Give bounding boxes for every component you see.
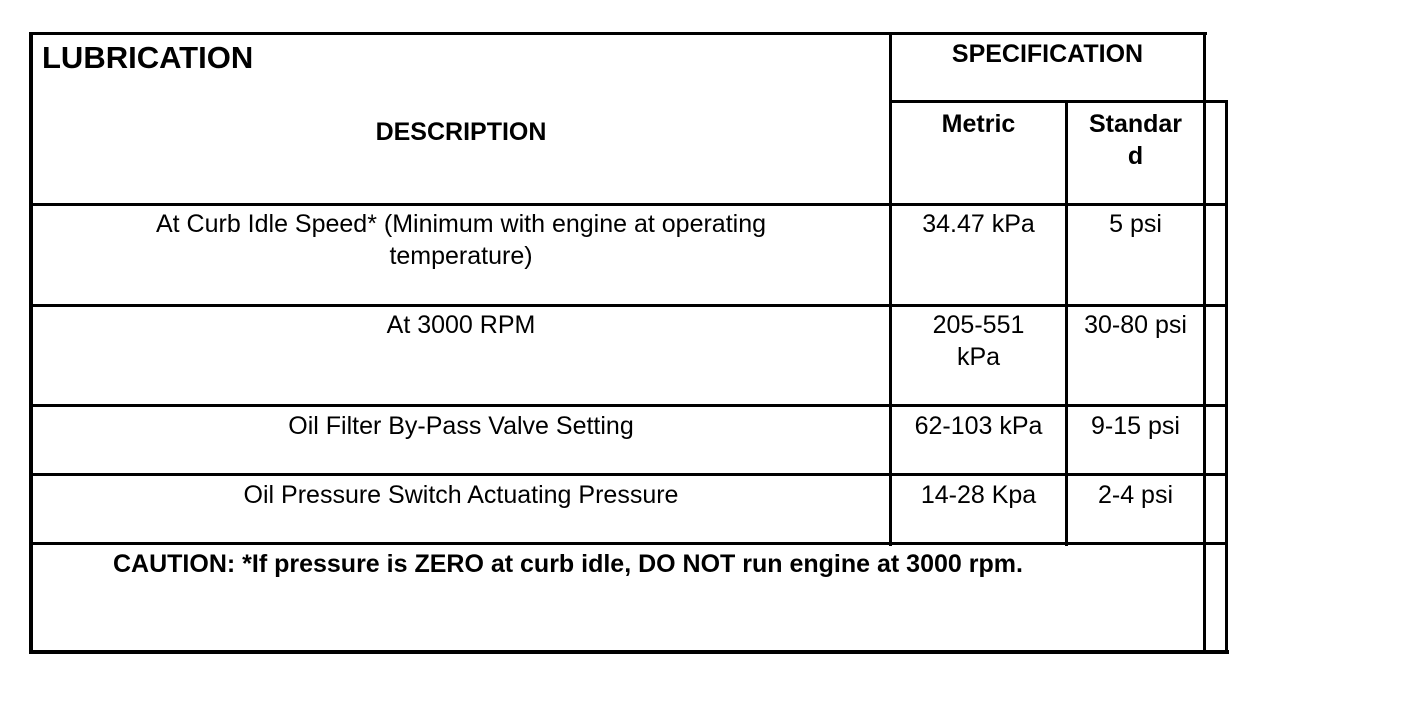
standard-header — [1068, 108, 1203, 172]
row-2-metric-line1: 205-551 — [932, 311, 1025, 339]
specification-header: SPECIFICATION — [951, 40, 1144, 68]
row-4-metric: 14-28 Kpa — [920, 481, 1037, 509]
standard-header-line1: Standar — [1088, 110, 1183, 138]
row-1-description — [33, 208, 889, 272]
row-3-standard: 9-15 psi — [1091, 412, 1180, 440]
row-1-description-line2: temperature) — [389, 242, 533, 270]
description-header: DESCRIPTION — [375, 118, 547, 146]
row-2-metric — [892, 309, 1065, 373]
row-2-standard: 30-80 psi — [1084, 311, 1187, 339]
row-4-description: Oil Pressure Switch Actuating Pressure — [243, 481, 679, 509]
row-2-description: At 3000 RPM — [386, 311, 536, 339]
row-4-standard: 2-4 psi — [1097, 481, 1174, 509]
row-1-standard: 5 psi — [1109, 210, 1162, 238]
row-1-metric-line1: 34.47 kPa — [922, 210, 1035, 238]
table-border-top — [29, 32, 1207, 35]
row-2-metric-line2: kPa — [956, 343, 1001, 371]
metric-header: Metric — [941, 110, 1016, 138]
caution-note: CAUTION: *If pressure is ZERO at curb idle, DO NOT run engine at 3000 rpm. — [113, 550, 1023, 578]
row-1-metric — [892, 208, 1065, 240]
row-divider-1 — [29, 203, 1228, 206]
section-title: LUBRICATION — [42, 40, 254, 75]
table-border-bottom — [29, 650, 1229, 654]
row-divider-3 — [29, 404, 1228, 407]
standard-header-line2: d — [1127, 142, 1144, 170]
row-divider-4 — [29, 473, 1228, 476]
row-3-metric: 62-103 kPa — [914, 412, 1043, 440]
spec-header-divider — [889, 100, 1228, 103]
row-3-description: Oil Filter By-Pass Valve Setting — [288, 412, 634, 440]
row-divider-2 — [29, 304, 1228, 307]
row-1-description-line1: At Curb Idle Speed* (Minimum with engine at operating — [155, 210, 767, 238]
spec-border-right — [1203, 32, 1206, 654]
outer-border-right — [1225, 100, 1228, 654]
row-divider-5 — [29, 542, 1228, 545]
